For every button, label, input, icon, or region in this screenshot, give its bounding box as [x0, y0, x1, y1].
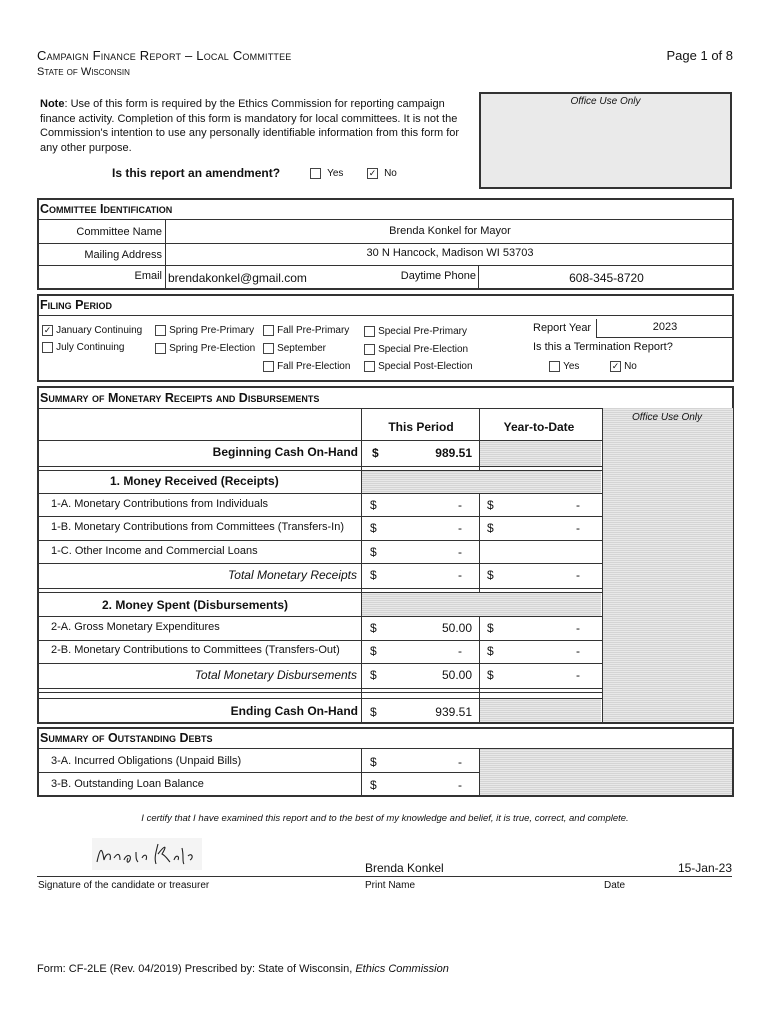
- filing-checkbox[interactable]: [364, 361, 375, 372]
- note-label: Note: [40, 98, 65, 110]
- receipts-header-shaded: [362, 471, 601, 493]
- amendment-no-checkbox[interactable]: ✓: [368, 167, 377, 178]
- note-paragraph: [40, 97, 478, 155]
- currency-sign: $: [487, 644, 494, 658]
- filing-option-special-post-election[interactable]: [364, 360, 473, 372]
- currency-sign: $: [372, 446, 379, 460]
- beginning-cash-value[interactable]: 989.51: [435, 446, 472, 460]
- amendment-question: Is this report an amendment?: [112, 166, 281, 180]
- amendment-yes-option[interactable]: [310, 167, 343, 179]
- termination-no-checkbox[interactable]: ✓: [611, 360, 620, 371]
- note-text: : Use of this form is required by the Ethics Commission for reporting campaign finance activity. Completion of this form is mandatory for local committees. It is not the Commission's intention to use any personally identifiable information from this form for any other purpose.: [40, 98, 460, 154]
- termination-no-option[interactable]: [610, 360, 637, 372]
- footer: [37, 963, 449, 975]
- summary-office-use-label: Office Use Only: [631, 412, 703, 423]
- filing-checkbox[interactable]: [155, 325, 166, 336]
- amendment-yes-checkbox[interactable]: [310, 168, 321, 179]
- disbursements-header-shaded: [362, 593, 601, 616]
- ending-cash-label: Ending Cash On-Hand: [230, 704, 358, 718]
- signature-label: Signature of the candidate or treasurer: [38, 880, 210, 891]
- row-3a-value[interactable]: -: [458, 755, 462, 769]
- debts-section-title: Summary of Outstanding Debts: [40, 731, 213, 745]
- col-this-period: This Period: [388, 420, 454, 434]
- email-field[interactable]: brendakonkel@gmail.com: [168, 271, 307, 285]
- filing-checkbox[interactable]: [155, 343, 166, 354]
- currency-sign: $: [370, 644, 377, 658]
- filing-checkbox[interactable]: [263, 325, 274, 336]
- total-receipts-ytd[interactable]: -: [576, 568, 580, 582]
- committee-name-field[interactable]: Brenda Konkel for Mayor: [389, 225, 511, 237]
- row-1c-label: 1-C. Other Income and Commercial Loans: [51, 545, 258, 557]
- amendment-no-label: No: [384, 168, 397, 179]
- committee-name-label: Committee Name: [76, 226, 162, 238]
- currency-sign: $: [487, 668, 494, 682]
- print-name-label: Print Name: [365, 880, 416, 891]
- total-receipts-label: Total Monetary Receipts: [228, 568, 357, 582]
- filing-option-spring-pre-election[interactable]: [155, 342, 255, 354]
- filing-option-fall-pre-primary[interactable]: [263, 324, 349, 336]
- filing-option-label: Spring Pre-Election: [169, 343, 256, 354]
- ending-cash-value[interactable]: 939.51: [435, 705, 472, 719]
- row-1b-period[interactable]: -: [458, 521, 462, 535]
- currency-sign: $: [487, 568, 494, 582]
- row-3a-label: 3-A. Incurred Obligations (Unpaid Bills): [51, 755, 242, 767]
- filing-option-label: July Continuing: [56, 342, 125, 353]
- total-receipts-period[interactable]: -: [458, 568, 462, 582]
- row-2b-label: 2-B. Monetary Contributions to Committees (Transfers-Out): [51, 644, 340, 656]
- filing-option-special-pre-election[interactable]: [364, 343, 468, 355]
- currency-sign: $: [370, 521, 377, 535]
- row-3b-label: 3-B. Outstanding Loan Balance: [51, 778, 204, 790]
- page-number: Page 1 of 8: [666, 48, 733, 63]
- filing-option-fall-pre-election[interactable]: [263, 360, 350, 372]
- row-2a-ytd[interactable]: -: [576, 621, 580, 635]
- currency-sign: $: [370, 498, 377, 512]
- filing-option-label: Special Pre-Election: [378, 344, 469, 355]
- currency-sign: $: [370, 668, 377, 682]
- beginning-ytd-shaded: [480, 441, 601, 466]
- daytime-phone-field[interactable]: 608-345-8720: [569, 271, 644, 285]
- footer-agency: Ethics Commission: [355, 963, 449, 975]
- mailing-address-label: Mailing Address: [84, 249, 162, 261]
- print-name-field[interactable]: Brenda Konkel: [365, 861, 444, 875]
- amendment-no-option[interactable]: [367, 167, 397, 179]
- row-2b-period[interactable]: -: [458, 644, 462, 658]
- currency-sign: $: [370, 778, 377, 792]
- termination-question: Is this a Termination Report?: [533, 341, 673, 353]
- row-2a-label: 2-A. Gross Monetary Expenditures: [51, 621, 220, 633]
- filing-checkbox[interactable]: [364, 326, 375, 337]
- certification-statement: I certify that I have examined this report and to the best of my knowledge and belief, it is true, correct, and complete.: [141, 813, 629, 824]
- termination-no-label: No: [624, 361, 637, 372]
- form-subtitle: State of Wisconsin: [37, 66, 130, 78]
- filing-option-september[interactable]: [263, 342, 326, 354]
- office-use-label: Office Use Only: [570, 96, 641, 107]
- beginning-cash-label: Beginning Cash On-Hand: [212, 445, 358, 459]
- date-field[interactable]: 15-Jan-23: [677, 861, 732, 875]
- daytime-phone-label: Daytime Phone: [400, 270, 476, 282]
- email-label: Email: [134, 270, 162, 282]
- signature-image: [92, 838, 202, 870]
- row-1b-ytd[interactable]: -: [576, 521, 580, 535]
- row-1a-ytd[interactable]: -: [576, 498, 580, 512]
- filing-option-label: September: [277, 343, 326, 354]
- currency-sign: $: [370, 621, 377, 635]
- total-disbursements-ytd[interactable]: -: [576, 668, 580, 682]
- total-disbursements-label: Total Monetary Disbursements: [194, 668, 357, 682]
- mailing-address-field[interactable]: 30 N Hancock, Madison WI 53703: [366, 247, 534, 259]
- footer-text: Form: CF-2LE (Rev. 04/2019) Prescribed by: State of Wisconsin,: [37, 963, 356, 975]
- filing-checkbox[interactable]: [263, 343, 274, 354]
- filing-option-spring-pre-primary[interactable]: [155, 324, 254, 336]
- row-1b-label: 1-B. Monetary Contributions from Committees (Transfers-In): [51, 521, 345, 533]
- col-year-to-date: Year-to-Date: [503, 420, 575, 434]
- filing-option-special-pre-primary[interactable]: [364, 325, 467, 337]
- filing-checkbox[interactable]: [263, 361, 274, 372]
- currency-sign: $: [370, 705, 377, 719]
- termination-yes-checkbox[interactable]: [549, 361, 560, 372]
- summary-section-title: Summary of Monetary Receipts and Disbursements: [40, 391, 320, 405]
- currency-sign: $: [487, 621, 494, 635]
- committee-section-title: Committee Identification: [40, 202, 173, 216]
- filing-option-label: Special Post-Election: [378, 361, 473, 372]
- ending-ytd-shaded: [480, 699, 601, 722]
- filing-option-july[interactable]: [42, 341, 124, 353]
- currency-sign: $: [487, 521, 494, 535]
- filing-checkbox[interactable]: ✓: [43, 324, 52, 335]
- filing-option-label: Spring Pre-Primary: [169, 325, 255, 336]
- filing-option-label: Fall Pre-Election: [277, 361, 351, 372]
- money-received-title: 1. Money Received (Receipts): [110, 474, 279, 488]
- termination-yes-option[interactable]: [549, 360, 579, 372]
- office-use-box: [479, 92, 732, 189]
- filing-checkbox[interactable]: [364, 344, 375, 355]
- currency-sign: $: [487, 498, 494, 512]
- form-title: Campaign Finance Report – Local Committee: [37, 48, 292, 63]
- currency-sign: $: [370, 755, 377, 769]
- amendment-yes-label: Yes: [327, 168, 344, 179]
- filing-option-label: January Continuing: [56, 325, 143, 336]
- filing-option-label: Special Pre-Primary: [378, 326, 467, 337]
- date-label: Date: [604, 880, 626, 891]
- currency-sign: $: [370, 545, 377, 559]
- row-2b-ytd[interactable]: -: [576, 644, 580, 658]
- row-1a-period[interactable]: -: [458, 498, 462, 512]
- termination-yes-label: Yes: [563, 361, 580, 372]
- money-spent-title: 2. Money Spent (Disbursements): [102, 598, 289, 612]
- filing-option-january[interactable]: [42, 324, 142, 336]
- filing-option-label: Fall Pre-Primary: [277, 325, 350, 336]
- summary-office-use-box: [602, 408, 733, 722]
- report-year-field[interactable]: 2023: [652, 321, 678, 333]
- filing-period-title: Filing Period: [40, 298, 112, 312]
- row-2a-period[interactable]: 50.00: [441, 621, 472, 635]
- debts-shaded-area: [480, 749, 732, 795]
- currency-sign: $: [370, 568, 377, 582]
- filing-checkbox[interactable]: [42, 342, 53, 353]
- report-year-label: Report Year: [533, 322, 592, 334]
- row-1c-period[interactable]: -: [458, 545, 462, 559]
- row-3b-value[interactable]: -: [458, 778, 462, 792]
- total-disbursements-period[interactable]: 50.00: [441, 668, 472, 682]
- row-1a-label: 1-A. Monetary Contributions from Individuals: [51, 498, 269, 510]
